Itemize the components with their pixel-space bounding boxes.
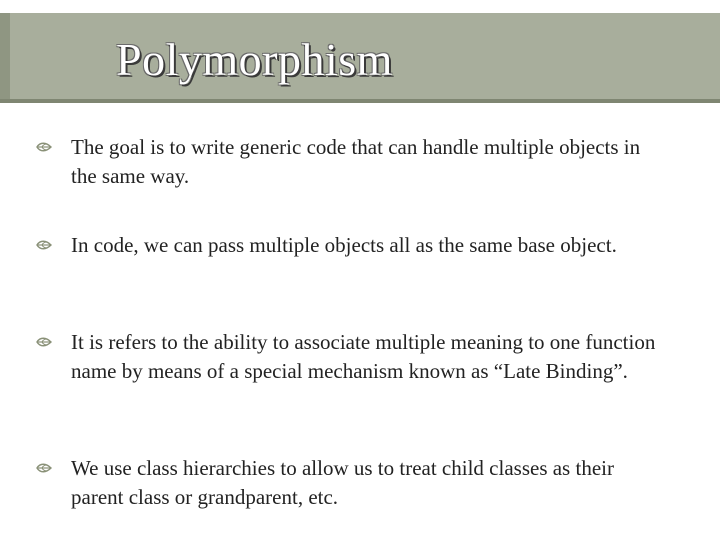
leaf-ornament-icon <box>36 334 52 350</box>
bullet-text: In code, we can pass multiple objects all as the same base object. <box>71 233 617 257</box>
bullet-text: It is refers to the ability to associate multiple meaning to one function name by means of a special mechanism known as “Late Binding”. <box>71 330 656 383</box>
leaf-ornament-icon <box>36 460 52 476</box>
bullet-text: We use class hierarchies to allow us to treat child classes as their parent class or grandparent, etc. <box>71 456 614 509</box>
slide-title: Polymorphism <box>116 34 393 85</box>
bullet-text: The goal is to write generic code that can handle multiple objects in the same way. <box>71 135 641 188</box>
leaf-ornament-icon <box>36 237 52 253</box>
leaf-ornament-icon <box>36 139 52 155</box>
